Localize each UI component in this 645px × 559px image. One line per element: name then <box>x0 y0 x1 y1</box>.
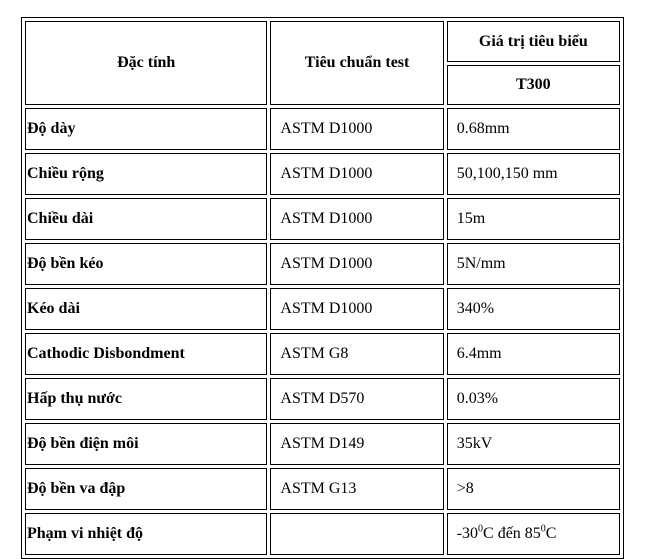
table-row <box>25 378 620 420</box>
table-row <box>25 153 620 195</box>
table-row <box>25 108 620 150</box>
property-cell: Kéo dài <box>25 288 267 330</box>
standard-cell <box>270 513 443 555</box>
value-cell: 340% <box>447 288 620 330</box>
temp-low-unit: C <box>483 525 494 543</box>
property-cell: Phạm vi nhiệt độ <box>25 513 267 555</box>
temp-high: 85 <box>524 525 541 543</box>
temp-low: -30 <box>456 525 479 543</box>
temperature-range-cell <box>447 513 620 555</box>
header-product: T300 <box>447 65 620 105</box>
property-cell: Độ dày <box>25 108 267 150</box>
property-cell: Độ bền điện môi <box>25 423 267 465</box>
header-property: Đặc tính <box>25 21 267 105</box>
standard-cell: ASTM G13 <box>270 468 443 510</box>
header-standard: Tiêu chuẩn test <box>270 21 443 105</box>
standard-cell: ASTM D1000 <box>270 108 443 150</box>
header-typical-value: Giá trị tiêu biểu <box>447 21 620 62</box>
property-cell: Hấp thụ nước <box>25 378 267 420</box>
property-cell: Chiều rộng <box>25 153 267 195</box>
standard-cell: ASTM D570 <box>270 378 443 420</box>
value-cell: 15m <box>447 198 620 240</box>
property-cell: Độ bền kéo <box>25 243 267 285</box>
standard-cell: ASTM G8 <box>270 333 443 375</box>
standard-cell: ASTM D1000 <box>270 153 443 195</box>
temp-high-degree: 0 <box>540 524 546 536</box>
value-cell: >8 <box>447 468 620 510</box>
table-row <box>25 288 620 330</box>
spec-table <box>21 17 624 559</box>
temp-joiner: đến <box>493 525 525 543</box>
standard-cell: ASTM D149 <box>270 423 443 465</box>
property-cell: Chiều dài <box>25 198 267 240</box>
value-cell: 0.03% <box>447 378 620 420</box>
table-row <box>25 243 620 285</box>
temp-high-unit: C <box>545 525 557 543</box>
property-cell: Cathodic Disbondment <box>25 333 267 375</box>
standard-cell: ASTM D1000 <box>270 288 443 330</box>
table-row <box>25 333 620 375</box>
property-cell: Độ bền va đập <box>25 468 267 510</box>
value-cell: 5N/mm <box>447 243 620 285</box>
value-cell: 50,100,150 mm <box>447 153 620 195</box>
value-cell: 6.4mm <box>447 333 620 375</box>
standard-cell: ASTM D1000 <box>270 243 443 285</box>
table-row <box>25 468 620 510</box>
table-row <box>25 513 620 555</box>
header-row <box>25 21 620 62</box>
value-cell: 0.68mm <box>447 108 620 150</box>
table-row <box>25 198 620 240</box>
temp-low-degree: 0 <box>478 524 484 536</box>
table-row <box>25 423 620 465</box>
value-cell: 35kV <box>447 423 620 465</box>
standard-cell: ASTM D1000 <box>270 198 443 240</box>
